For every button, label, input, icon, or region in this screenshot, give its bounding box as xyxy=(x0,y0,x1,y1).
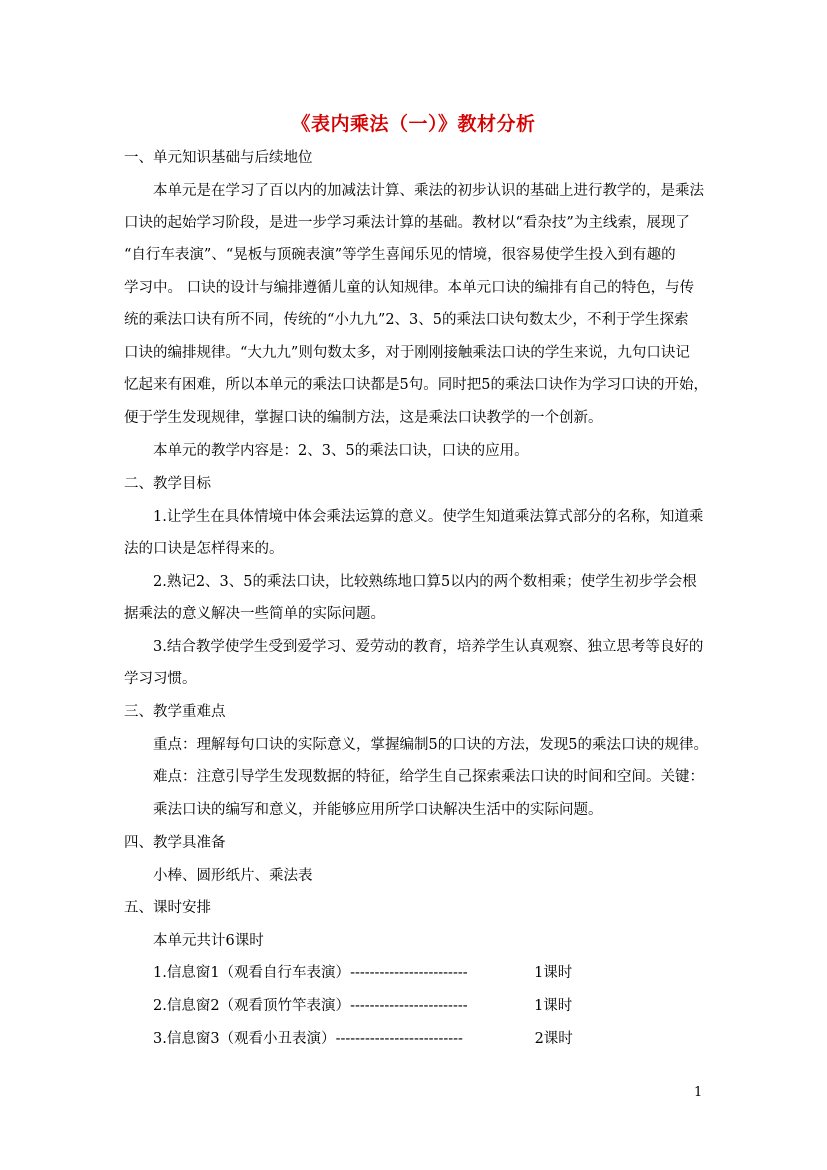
paragraph-line: 便于学生发现规律，掌握口诀的编制方法，这是乘法口诀教学的一个创新。 xyxy=(124,410,603,426)
objective-line: 2.熟记2、3、5的乘法口诀，比较熟练地口算5以内的两个数相乘；使学生初步学会根 xyxy=(153,574,697,590)
objective-line: 法的口诀是怎样得来的。 xyxy=(124,541,284,557)
page-number: 1 xyxy=(694,1085,703,1100)
paragraph-line: 口诀的起始学习阶段，是进一步学习乘法计算的基础。教材以“看杂技”为主线索，展现了 xyxy=(124,215,690,231)
paragraph-line: 口诀的编排规律。“大九九”则句数太多，对于刚刚接触乘法口诀的学生来说，九句口诀记 xyxy=(124,345,690,361)
section-heading-4: 四、教学具准备 xyxy=(124,835,226,851)
schedule-dashes: -------------------------- xyxy=(335,1031,463,1047)
schedule-item xyxy=(153,963,572,983)
difficulty-line: 乘法口诀的编写和意义，并能够应用所学口诀解决生活中的实际问题。 xyxy=(153,802,603,818)
schedule-dashes: ------------------------ xyxy=(350,998,468,1014)
objective-line: 据乘法的意义解决一些简单的实际问题。 xyxy=(124,606,385,622)
document-title: 《表内乘法（一）》教材分析 xyxy=(291,113,536,135)
paragraph-line: 忆起来有困难，所以本单元的乘法口诀都是5句。同时把5的乘法口诀作为学习口诀的开始， xyxy=(124,377,708,393)
section-heading-2: 二、教学目标 xyxy=(124,476,211,492)
schedule-hours: 2课时 xyxy=(534,1031,573,1047)
schedule-label: 1.信息窗1（观看自行车表演） xyxy=(153,965,351,981)
section-heading-1: 一、单元知识基础与后续地位 xyxy=(124,150,313,166)
objective-line: 1.让学生在具体情境中体会乘法运算的意义。使学生知道乘法算式部分的名称，知道乘 xyxy=(153,509,704,525)
key-point-line: 重点：理解每句口诀的实际意义，掌握编制5的口诀的方法，发现5的乘法口诀的规律。 xyxy=(153,737,708,753)
schedule-label: 3.信息窗3（观看小丑表演） xyxy=(153,1031,336,1047)
materials-text: 小棒、圆形纸片、乘法表 xyxy=(153,868,313,884)
schedule-hours: 1课时 xyxy=(534,998,573,1014)
schedule-dashes: ------------------------ xyxy=(350,965,468,981)
objective-line: 3.结合教学使学生受到爱学习、爱劳动的教育，培养学生认真观察、独立思考等良好的 xyxy=(153,639,704,655)
paragraph-line: 学习中。 口诀的设计与编排遵循儿童的认知规律。本单元口诀的编排有自己的特色，与传 xyxy=(124,280,695,296)
section-heading-3: 三、教学重难点 xyxy=(124,704,226,720)
paragraph-line: 本单元是在学习了百以内的加减法计算、乘法的初步认识的基础上进行教学的，是乘法 xyxy=(153,183,704,199)
schedule-item xyxy=(153,996,572,1016)
paragraph-line: “自行车表演”、“晃板与顶碗表演”等学生喜闻乐见的情境，很容易使学生投入到有趣的 xyxy=(124,247,676,263)
paragraph-line: 本单元的教学内容是：2、3、5的乘法口诀，口诀的应用。 xyxy=(153,443,529,459)
schedule-hours: 1课时 xyxy=(534,965,573,981)
difficulty-line: 难点：注意引导学生发现数据的特征，给学生自己探索乘法口诀的时间和空间。关键： xyxy=(153,769,704,785)
objective-line: 学习习惯。 xyxy=(124,671,197,687)
schedule-item xyxy=(153,1029,573,1049)
total-hours-text: 本单元共计6课时 xyxy=(153,933,264,949)
paragraph-line: 统的乘法口诀有所不同，传统的“小九九”2、3、5的乘法口诀句数太少，不利于学生探索 xyxy=(124,312,689,328)
section-heading-5: 五、课时安排 xyxy=(124,900,211,916)
schedule-label: 2.信息窗2（观看顶竹竿表演） xyxy=(153,998,351,1014)
